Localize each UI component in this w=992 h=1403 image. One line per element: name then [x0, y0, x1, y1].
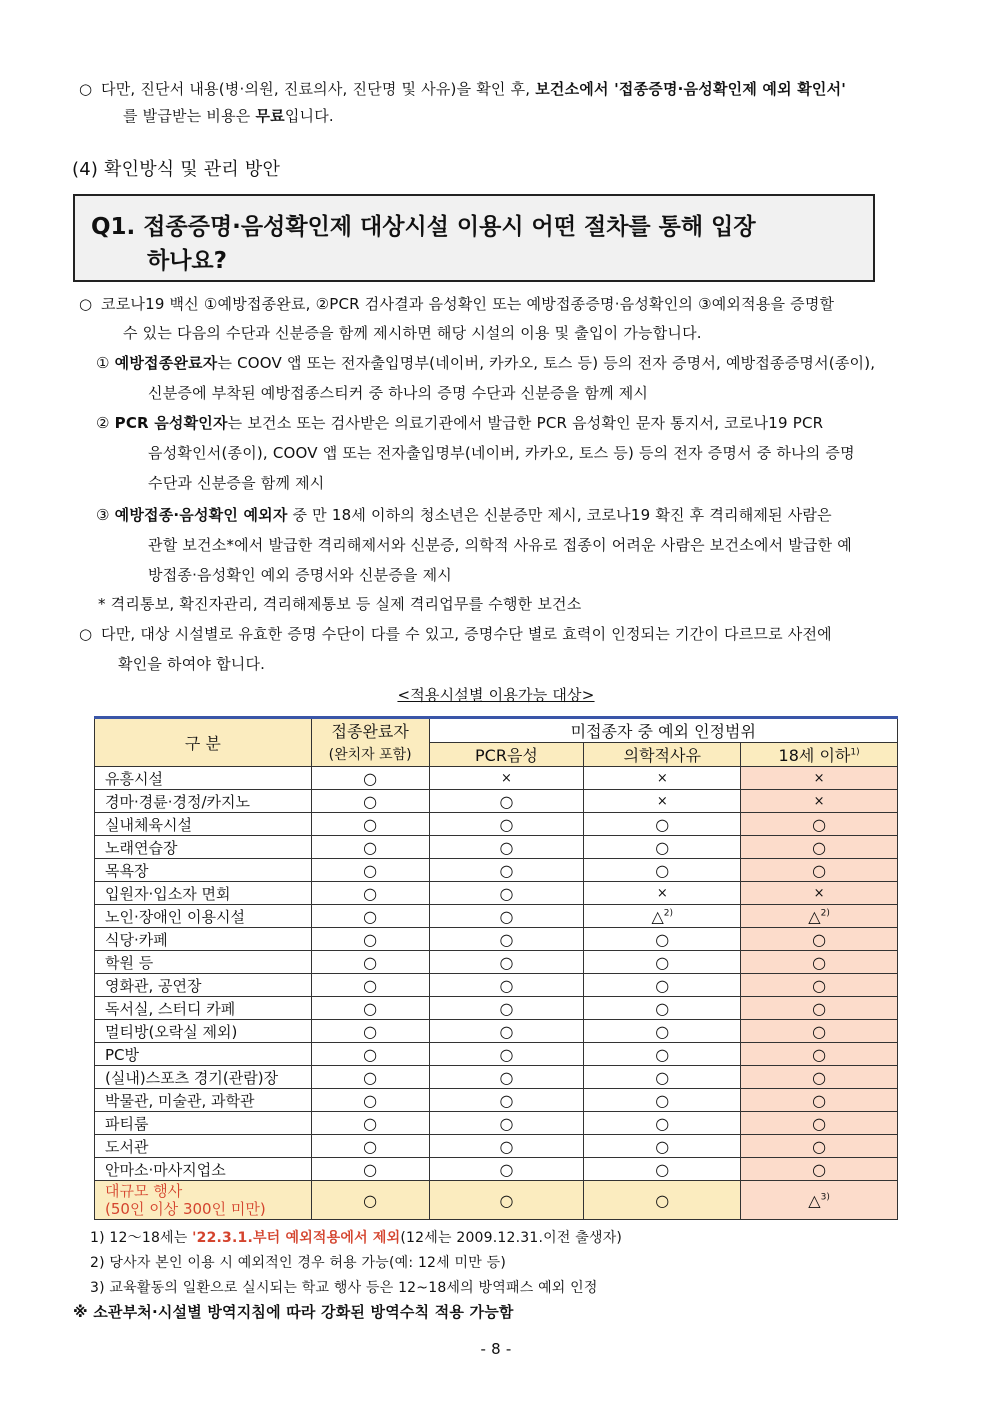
- facility-table: [94, 716, 898, 1220]
- cell-pcr: ○: [429, 1181, 584, 1220]
- answer-item3-line2: 관할 보건소*에서 발급한 격리해제서와 신분증, 의학적 사유로 접종이 어려운 사람은 보건소에서 발급한 예: [148, 536, 852, 554]
- header-vaccinated: 접종완료자: [311, 718, 429, 743]
- cell-vaccinated: ○: [311, 1043, 429, 1066]
- cell-vaccinated: ○: [311, 1181, 429, 1220]
- answer-item2-line3: 수단과 신분증을 함께 제시: [148, 474, 325, 492]
- table-row-large-event: [95, 1181, 898, 1220]
- question-line1: Q1. 접종증명·음성확인제 대상시설 이용시 어떤 절차를 통해 입장: [91, 214, 756, 240]
- cell-pcr: ○: [429, 1112, 584, 1135]
- cell-pcr: ○: [429, 1020, 584, 1043]
- table-row: [95, 1089, 898, 1112]
- row-name: 파티룸: [95, 1112, 312, 1135]
- row-name: PC방: [95, 1043, 312, 1066]
- cell-pcr: ○: [429, 1158, 584, 1181]
- cell-vaccinated: ○: [311, 1158, 429, 1181]
- cell-pcr: ○: [429, 1089, 584, 1112]
- cell-medical: ○: [584, 1181, 741, 1220]
- cell-vaccinated: ○: [311, 836, 429, 859]
- cell-pcr: ○: [429, 882, 584, 905]
- table-row: [95, 836, 898, 859]
- cell-medical: ○: [584, 997, 741, 1020]
- cell-pcr: ○: [429, 836, 584, 859]
- final-note: ※ 소관부처·시설별 방역지침에 따라 강화된 방역수칙 적용 가능함: [73, 1303, 514, 1321]
- cell-vaccinated: ○: [311, 1135, 429, 1158]
- cell-under18: ×: [741, 767, 898, 790]
- cell-vaccinated: ○: [311, 951, 429, 974]
- row-name: 독서실, 스터디 카페: [95, 997, 312, 1020]
- cell-medical: ○: [584, 1158, 741, 1181]
- cell-under18: ○: [741, 928, 898, 951]
- cell-pcr: ○: [429, 790, 584, 813]
- table-row: [95, 997, 898, 1020]
- footnote-2: 2) 당사자 본인 이용 시 예외적인 경우 허용 가능(예: 12세 미만 등): [90, 1255, 507, 1271]
- cell-under18: ○: [741, 1066, 898, 1089]
- answer-intro-line1: ○ 코로나19 백신 ①예방접종완료, ②PCR 검사결과 음성확인 또는 예방접종증명·음성확인의 ③예외적용을 증명할: [79, 289, 834, 319]
- table-row: [95, 813, 898, 836]
- cell-pcr: ○: [429, 813, 584, 836]
- row-name: 도서관: [95, 1135, 312, 1158]
- table-row: [95, 859, 898, 882]
- cell-pcr: ○: [429, 951, 584, 974]
- cell-medical: ○: [584, 974, 741, 997]
- row-name: (실내)스포츠 경기(관람)장: [95, 1066, 312, 1089]
- cell-pcr: ○: [429, 997, 584, 1020]
- row-name: 노래연습장: [95, 836, 312, 859]
- cell-vaccinated: ○: [311, 813, 429, 836]
- cell-under18: △$^{3)}$: [741, 1181, 898, 1220]
- header-medical: 의학적사유: [584, 743, 741, 767]
- answer-note-line2: 확인을 하여야 합니다.: [118, 655, 266, 673]
- table-row: [95, 790, 898, 813]
- answer-item3-line1: ③ 예방접종·음성확인 예외자 중 만 18세 이하의 청소년은 신분증만 제시, 코로나19 확진 후 격리해제된 사람은: [96, 506, 832, 524]
- footnote-3: 3) 교육활동의 일환으로 실시되는 학교 행사 등은 12~18세의 방역패스 예외 인정: [90, 1280, 598, 1296]
- cell-medical: ×: [584, 882, 741, 905]
- cell-pcr: ○: [429, 905, 584, 928]
- table-row: [95, 1043, 898, 1066]
- table-caption: <적용시설별 이용가능 대상>: [397, 686, 595, 704]
- asterisk-note: * 격리통보, 확진자관리, 격리해제통보 등 실제 격리업무를 수행한 보건소: [98, 595, 582, 613]
- cell-medical: ○: [584, 1043, 741, 1066]
- answer-note-line1: ○ 다만, 대상 시설별로 유효한 증명 수단이 다를 수 있고, 증명수단 별로 효력이 인정되는 기간이 다르므로 사전에: [79, 619, 832, 649]
- answer-item1-line1: ① 예방접종완료자는 COOV 앱 또는 전자출입명부(네이버, 카카오, 토스 등) 등의 전자 증명서, 예방접종증명서(종이),: [96, 354, 876, 372]
- cell-vaccinated: ○: [311, 905, 429, 928]
- question-box: [73, 194, 875, 282]
- row-name: 유흥시설: [95, 767, 312, 790]
- cell-under18: ○: [741, 859, 898, 882]
- cell-vaccinated: ○: [311, 859, 429, 882]
- cell-vaccinated: ○: [311, 1020, 429, 1043]
- cell-vaccinated: ○: [311, 997, 429, 1020]
- cell-pcr: ○: [429, 928, 584, 951]
- answer-item1-line2: 신분증에 부착된 예방접종스티커 중 하나의 증명 수단과 신분증을 함께 제시: [148, 384, 649, 402]
- cell-under18: ○: [741, 1135, 898, 1158]
- question-line2: 하나요?: [147, 248, 227, 274]
- top-paragraph-line1: ○ 다만, 진단서 내용(병·의원, 진료의사, 진단명 및 사유)을 확인 후, 보건소에서 '접종증명·음성확인제 예외 확인서': [79, 74, 846, 104]
- cell-under18: ○: [741, 997, 898, 1020]
- footnote-1: 1) 12～18세는 '22.3.1.부터 예외적용에서 제외(12세는 2009.12.31.이전 출생자): [90, 1230, 623, 1246]
- table-row: [95, 767, 898, 790]
- bullet: ○: [79, 80, 93, 98]
- cell-medical: ○: [584, 1112, 741, 1135]
- answer-item2-line2: 음성확인서(종이), COOV 앱 또는 전자출입명부(네이버, 카카오, 토스 등) 등의 전자 증명서 중 하나의 증명: [148, 444, 855, 462]
- cell-under18: ○: [741, 951, 898, 974]
- cell-pcr: ○: [429, 859, 584, 882]
- table-row: [95, 1112, 898, 1135]
- cell-medical: ×: [584, 767, 741, 790]
- cell-under18: ×: [741, 790, 898, 813]
- cell-under18: ○: [741, 1043, 898, 1066]
- answer-intro-line2: 수 있는 다음의 수단과 신분증을 함께 제시하면 해당 시설의 이용 및 출입이 가능합니다.: [123, 324, 702, 342]
- cell-under18: ○: [741, 974, 898, 997]
- cell-pcr: ○: [429, 974, 584, 997]
- section-title: (4) 확인방식 및 관리 방안: [72, 159, 281, 180]
- table-row: [95, 1158, 898, 1181]
- cell-medical: ○: [584, 1089, 741, 1112]
- table-row: [95, 905, 898, 928]
- row-name: 경마·경륜·경정/카지노: [95, 790, 312, 813]
- cell-medical: ○: [584, 951, 741, 974]
- cell-under18: ○: [741, 813, 898, 836]
- cell-pcr: ×: [429, 767, 584, 790]
- cell-under18: ○: [741, 1089, 898, 1112]
- row-name: 학원 등: [95, 951, 312, 974]
- cell-under18: ×: [741, 882, 898, 905]
- row-name: 노인·장애인 이용시설: [95, 905, 312, 928]
- cell-vaccinated: ○: [311, 790, 429, 813]
- cell-pcr: ○: [429, 1043, 584, 1066]
- table-row: [95, 974, 898, 997]
- table-row: [95, 882, 898, 905]
- header-exception-group: 미접종자 중 예외 인정범위: [429, 718, 897, 743]
- header-pcr: PCR음성: [429, 743, 584, 767]
- cell-vaccinated: ○: [311, 1089, 429, 1112]
- cell-medical: ○: [584, 1020, 741, 1043]
- top-paragraph-line2: 를 발급받는 비용은 무료입니다.: [123, 107, 334, 125]
- cell-pcr: ○: [429, 1066, 584, 1089]
- row-name: 멀티방(오락실 제외): [95, 1020, 312, 1043]
- table-row: [95, 1135, 898, 1158]
- row-name: 식당·카페: [95, 928, 312, 951]
- cell-under18: ○: [741, 1112, 898, 1135]
- cell-medical: △$^{2)}$: [584, 905, 741, 928]
- answer-item2-line1: ② PCR 음성확인자는 보건소 또는 검사받은 의료기관에서 발급한 PCR 음성확인 문자 통지서, 코로나19 PCR: [96, 414, 824, 432]
- table-row: [95, 1066, 898, 1089]
- cell-vaccinated: ○: [311, 767, 429, 790]
- cell-vaccinated: ○: [311, 1112, 429, 1135]
- cell-medical: ○: [584, 836, 741, 859]
- bullet: ○: [79, 295, 93, 313]
- table-row: [95, 951, 898, 974]
- row-name: 목욕장: [95, 859, 312, 882]
- cell-under18: ○: [741, 1158, 898, 1181]
- row-name: 입원자·입소자 면회: [95, 882, 312, 905]
- cell-vaccinated: ○: [311, 882, 429, 905]
- cell-under18: △$^{2)}$: [741, 905, 898, 928]
- cell-medical: ○: [584, 859, 741, 882]
- answer-item3-line3: 방접종·음성확인 예외 증명서와 신분증을 제시: [148, 566, 452, 584]
- table-row: [95, 928, 898, 951]
- cell-vaccinated: ○: [311, 974, 429, 997]
- cell-pcr: ○: [429, 1135, 584, 1158]
- header-category: 구 분: [95, 718, 312, 767]
- cell-vaccinated: ○: [311, 928, 429, 951]
- cell-medical: ○: [584, 813, 741, 836]
- row-name: 박물관, 미술관, 과학관: [95, 1089, 312, 1112]
- header-vaccinated-sub: (완치자 포함): [311, 743, 429, 767]
- page-number: - 8 -: [480, 1340, 512, 1358]
- header-under18: 18세 이하$^{1)}$: [741, 743, 898, 767]
- row-name: 안마소·마사지업소: [95, 1158, 312, 1181]
- cell-under18: ○: [741, 1020, 898, 1043]
- cell-medical: ○: [584, 1066, 741, 1089]
- cell-under18: ○: [741, 836, 898, 859]
- row-name: 실내체육시설: [95, 813, 312, 836]
- cell-vaccinated: ○: [311, 1066, 429, 1089]
- cell-medical: ×: [584, 790, 741, 813]
- row-name: 대규모 행사 (50인 이상 300인 미만): [95, 1181, 312, 1220]
- cell-medical: ○: [584, 928, 741, 951]
- cell-medical: ○: [584, 1135, 741, 1158]
- table-row: [95, 1020, 898, 1043]
- row-name: 영화관, 공연장: [95, 974, 312, 997]
- bullet: ○: [79, 625, 93, 643]
